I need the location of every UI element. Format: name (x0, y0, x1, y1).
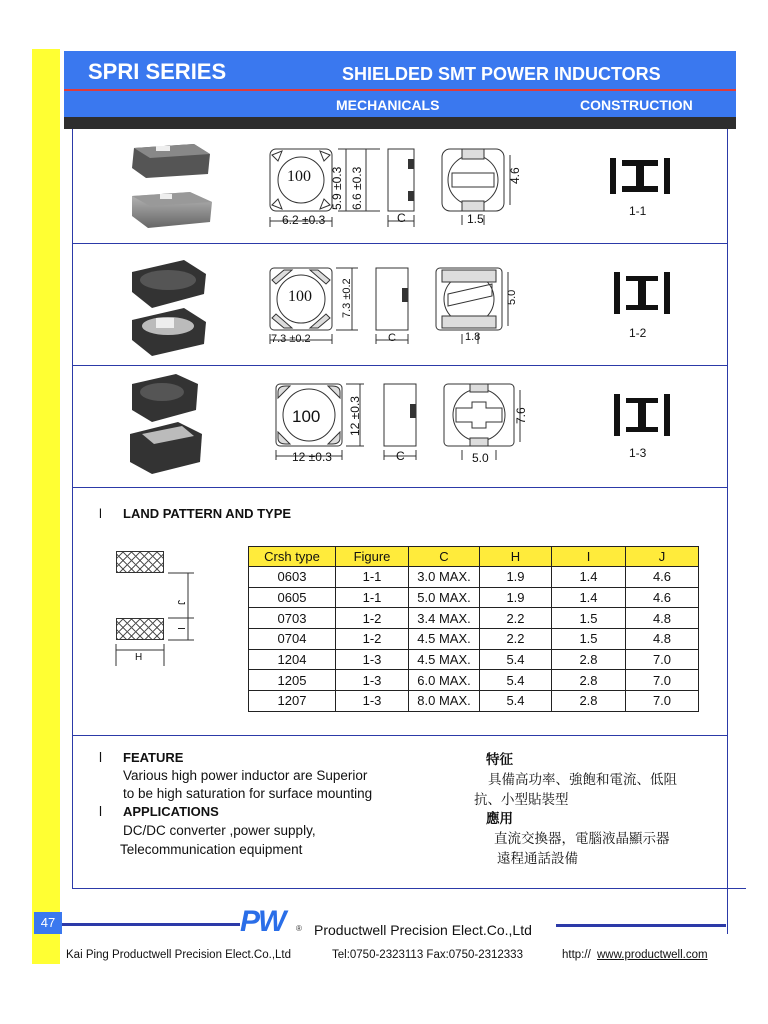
cn-app-line-2: 遠程通話設備 (497, 851, 578, 867)
dim-height: 7.3 ±0.2 (341, 278, 353, 318)
page-header (64, 51, 736, 117)
page-margin-strip (32, 49, 60, 964)
table-cell: 1.4 (552, 587, 626, 608)
marking-text: 100 (288, 288, 312, 305)
col-header: H (480, 547, 552, 567)
feature-line-2: to be high saturation for surface mounting (123, 786, 373, 801)
dim-width: 12 ±0.3 (292, 450, 332, 464)
table-cell: 0704 (249, 629, 336, 650)
table-cell: 0605 (249, 587, 336, 608)
product-title: SHIELDED SMT POWER INDUCTORS (342, 64, 661, 84)
table-cell: 4.6 (626, 587, 699, 608)
bottom-dim: 1.8 (465, 331, 481, 343)
cn-feature-title: 特征 (486, 752, 513, 768)
inductor-photo (120, 256, 220, 356)
company-name: Productwell Precision Elect.Co.,Ltd (314, 922, 532, 938)
table-cell: 7.0 (626, 691, 699, 712)
table-cell: 5.4 (480, 670, 552, 691)
table-cell: 7.0 (626, 649, 699, 670)
table-row (249, 670, 699, 691)
cn-feature-line-1: 具備高功率、強飽和電流、低阻 (488, 772, 677, 788)
frame-right-line (727, 129, 728, 934)
table-cell: 2.8 (552, 691, 626, 712)
footer-http: http:// (562, 949, 591, 961)
applications-title: APPLICATIONS (123, 804, 219, 819)
row-divider (72, 365, 728, 366)
land-pattern-table (248, 546, 699, 712)
footer-contact: Tel:0750-2323113 Fax:0750-2312333 (332, 949, 523, 961)
table-cell: 1.4 (552, 567, 626, 588)
dim-height: 12 ±0.3 (348, 396, 362, 436)
table-cell: 6.0 MAX. (409, 670, 480, 691)
construction-symbol (612, 272, 672, 318)
feature-title: FEATURE (123, 750, 184, 765)
table-row (249, 629, 699, 650)
table-cell: 1.9 (480, 567, 552, 588)
table-cell: 1-1 (336, 567, 409, 588)
table-cell: 1207 (249, 691, 336, 712)
row-divider (72, 735, 728, 736)
table-cell: 1.9 (480, 587, 552, 608)
table-cell: 1-1 (336, 587, 409, 608)
table-row (249, 587, 699, 608)
land-pattern-title: LAND PATTERN AND TYPE (123, 506, 292, 521)
header-red-rule (64, 89, 736, 91)
dim-i-label: I (174, 627, 186, 630)
table-cell: 1-3 (336, 670, 409, 691)
page-number: 47 (34, 912, 62, 934)
dim-h-label: H (135, 652, 143, 663)
table-row (249, 649, 699, 670)
dim-width: 6.2 ±0.3 (282, 213, 326, 227)
table-cell: 8.0 MAX. (409, 691, 480, 712)
website-link[interactable]: www.productwell.com (597, 949, 708, 961)
bottom-height: 4.6 (508, 167, 522, 184)
inductor-photo (120, 140, 220, 235)
col-header: J (626, 547, 699, 567)
table-cell: 3.4 MAX. (409, 608, 480, 629)
bottom-dim: 1.5 (467, 212, 484, 226)
table-cell: 3.0 MAX. (409, 567, 480, 588)
table-cell: 1.5 (552, 629, 626, 650)
dim-height-2: 6.6 ±0.3 (350, 166, 364, 210)
side-label: C (396, 449, 405, 463)
construction-symbol (612, 394, 672, 440)
table-cell: 4.5 MAX. (409, 629, 480, 650)
inductor-photo (120, 372, 220, 477)
bottom-height: 5.0 (506, 289, 518, 305)
table-cell: 4.8 (626, 608, 699, 629)
table-row (249, 567, 699, 588)
figure-label: 1-1 (629, 204, 647, 218)
header-dark-bar (64, 117, 736, 129)
table-cell: 7.0 (626, 670, 699, 691)
land-dimension-lines (110, 570, 200, 670)
col-header: I (552, 547, 626, 567)
table-cell: 4.5 MAX. (409, 649, 480, 670)
feature-line-1: Various high power inductor are Superior (123, 768, 368, 783)
table-cell: 1.5 (552, 608, 626, 629)
table-cell: 1205 (249, 670, 336, 691)
table-cell: 5.4 (480, 649, 552, 670)
application-line-2: Telecommunication equipment (120, 842, 303, 857)
marking-text: 100 (292, 407, 321, 426)
col-header: C (409, 547, 480, 567)
company-logo: PW (240, 905, 285, 938)
table-cell: 2.8 (552, 649, 626, 670)
table-cell: 4.6 (626, 567, 699, 588)
table-row (249, 608, 699, 629)
table-cell: 2.8 (552, 670, 626, 691)
table-cell: 1-2 (336, 629, 409, 650)
row-divider (72, 243, 728, 244)
bullet: l (99, 750, 102, 765)
figure-label: 1-2 (629, 326, 647, 340)
registered-mark: ® (296, 924, 302, 933)
table-cell: 0703 (249, 608, 336, 629)
footer-rule-left (62, 923, 240, 926)
footer-rule-right (556, 924, 726, 927)
series-title: SPRI SERIES (88, 59, 227, 84)
figure-label: 1-3 (629, 446, 647, 460)
row-divider (72, 487, 728, 488)
application-line-1: DC/DC converter ,power supply, (123, 823, 316, 838)
bottom-height: 7.6 (514, 407, 528, 424)
footer-address: Kai Ping Productwell Precision Elect.Co.,Ltd (66, 949, 291, 961)
table-cell: 0603 (249, 567, 336, 588)
dim-j-label: J (175, 600, 186, 605)
construction-symbol (608, 158, 672, 198)
table-cell: 5.4 (480, 691, 552, 712)
table-cell: 1-2 (336, 608, 409, 629)
row-divider (72, 888, 746, 889)
table-cell: 5.0 MAX. (409, 587, 480, 608)
mechanicals-label: MECHANICALS (336, 97, 440, 113)
bullet: l (99, 506, 102, 521)
table-cell: 1204 (249, 649, 336, 670)
table-header-row (249, 547, 699, 567)
side-label: C (388, 332, 396, 344)
table-row (249, 691, 699, 712)
col-header: Crsh type (249, 547, 336, 567)
table-cell: 1-3 (336, 649, 409, 670)
table-cell: 1-3 (336, 691, 409, 712)
table-cell: 4.8 (626, 629, 699, 650)
table-cell: 2.2 (480, 608, 552, 629)
dim-height: 5.9 ±0.3 (330, 166, 344, 210)
cn-feature-line-2: 抗、小型貼裝型 (474, 792, 569, 808)
table-cell: 2.2 (480, 629, 552, 650)
side-label: C (397, 211, 406, 225)
construction-label: CONSTRUCTION (580, 97, 693, 113)
bottom-dim: 5.0 (472, 451, 489, 465)
cn-app-line-1: 直流交換器，電腦液晶顯示器 (494, 831, 670, 847)
marking-text: 100 (287, 168, 311, 185)
bullet: l (99, 804, 102, 819)
col-header: Figure (336, 547, 409, 567)
dim-width: 7.3 ±0.2 (271, 333, 311, 345)
cn-app-title: 應用 (486, 811, 513, 827)
